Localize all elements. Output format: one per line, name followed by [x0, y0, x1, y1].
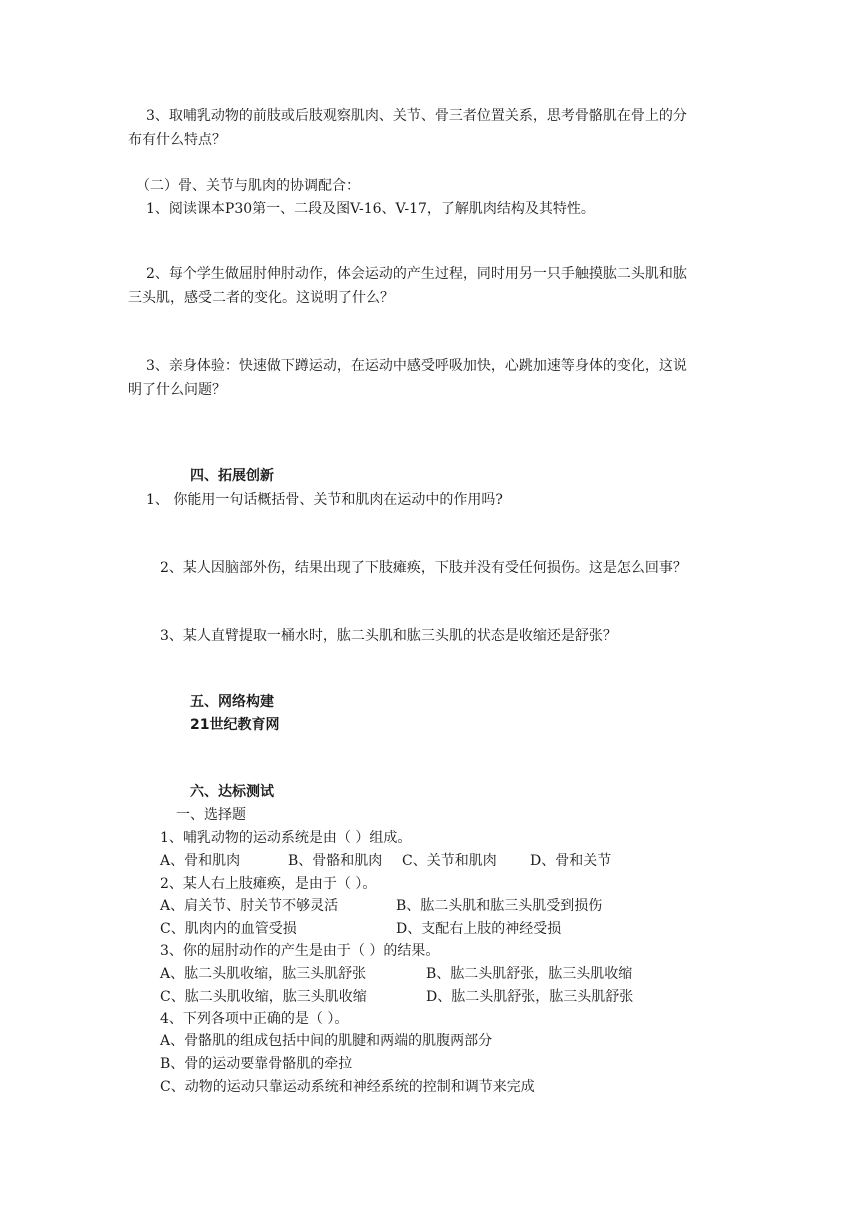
- part3-q3-line2: 布有什么特点？: [128, 132, 226, 148]
- part3-s3-line2: 明了什么问题？: [128, 382, 226, 398]
- test-q2-opt-a: A、肩关节、肘关节不够灵活: [160, 898, 339, 914]
- part3-q3-line1: 3、取哺乳动物的前肢或后肢观察肌肉、关节、骨三者位置关系，思考骨骼肌在骨上的分: [146, 108, 687, 124]
- part3-s2-line1: 2、每个学生做屈肘伸肘动作，体会运动的产生过程，同时用另一只手触摸肱二头肌和肱: [146, 266, 687, 282]
- part3-s1: 1、阅读课本P30第一、二段及图V-16、V-17，了解肌肉结构及其特性。: [146, 201, 595, 217]
- test-q2-opt-c: C、肌肉内的血管受损: [160, 921, 297, 937]
- test-q4-opt-b: B、骨的运动要靠骨骼肌的牵拉: [160, 1056, 353, 1072]
- part4-q3: 3、某人直臂提取一桶水时，肱二头肌和肱三头肌的状态是收缩还是舒张？: [160, 628, 617, 644]
- test-q1-opt-b: B、骨骼和肌肉: [288, 853, 383, 869]
- test-q3: 3、你的屈肘动作的产生是由于（ ）的结果。: [160, 943, 440, 959]
- test-q4-opt-a: A、骨骼肌的组成包括中间的肌腱和两端的肌腹两部分: [160, 1033, 493, 1049]
- part3-s3-line1: 3、亲身体验：快速做下蹲运动，在运动中感受呼吸加快，心跳加速等身体的变化，这说: [146, 358, 687, 374]
- part4-q1: 1、 你能用一句话概括骨、关节和肌肉在运动中的作用吗?: [146, 492, 503, 508]
- test-q3-opt-d: D、肱二头肌舒张，肱三头肌舒张: [426, 989, 634, 1005]
- section-title-6: 六、达标测试: [190, 784, 274, 800]
- test-q4: 4、下列各项中正确的是（ ）。: [160, 1011, 349, 1027]
- test-q3-opt-b: B、肱二头肌舒张，肱三头肌收缩: [426, 966, 633, 982]
- test-q4-opt-c: C、动物的运动只靠运动系统和神经系统的控制和调节来完成: [160, 1079, 535, 1095]
- test-q1-opt-a: A、骨和肌肉: [160, 853, 241, 869]
- part3-s2-line2: 三头肌，感受二者的变化。这说明了什么？: [128, 290, 394, 306]
- section-title-5: 五、网络构建: [190, 694, 274, 710]
- section-title-4: 四、拓展创新: [190, 468, 274, 484]
- test-q3-opt-c: C、肱二头肌收缩，肱三头肌收缩: [160, 989, 367, 1005]
- test-q1: 1、哺乳动物的运动系统是由（ ）组成。: [160, 830, 412, 846]
- watermark-text: 21世纪教育网: [190, 717, 280, 733]
- test-q1-opt-c: C、关节和肌肉: [402, 853, 497, 869]
- test-q2: 2、某人右上肢瘫痪，是由于（ ）。: [160, 876, 377, 892]
- part4-q2: 2、某人因脑部外伤，结果出现了下肢瘫痪，下肢并没有受任何损伤。这是怎么回事？: [160, 560, 687, 576]
- subsection-title: （二）骨、关节与肌肉的协调配合：: [136, 178, 360, 194]
- test-q2-opt-b: B、肱二头肌和肱三头肌受到损伤: [396, 898, 603, 914]
- subsection-choice-title: 一、选择题: [176, 807, 246, 823]
- test-q1-opt-d: D、骨和关节: [530, 853, 612, 869]
- test-q2-opt-d: D、支配右上肢的神经受损: [396, 921, 562, 937]
- test-q3-opt-a: A、肱二头肌收缩，肱三头肌舒张: [160, 966, 367, 982]
